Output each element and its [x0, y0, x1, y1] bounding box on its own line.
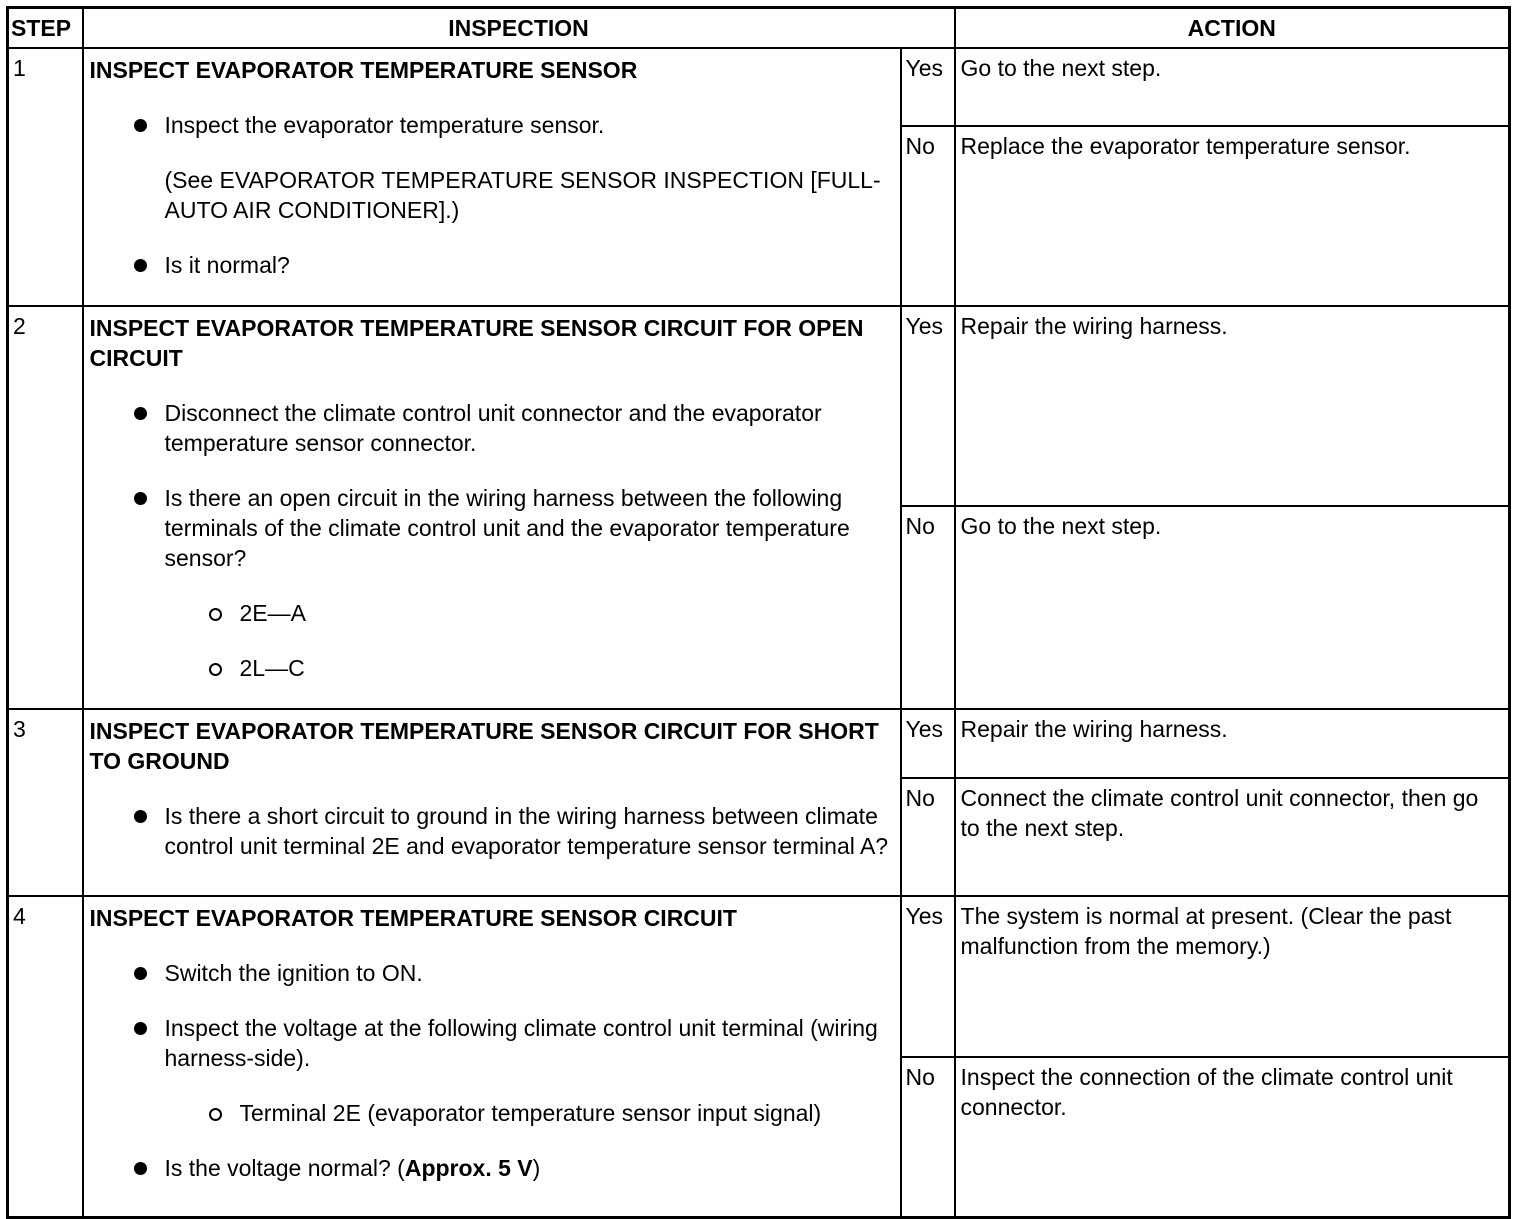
step-number: 1	[8, 48, 83, 306]
header-inspection: INSPECTION	[83, 8, 955, 49]
no-label: No	[901, 126, 955, 306]
header-row	[8, 8, 1510, 49]
step-4-yes-row	[8, 896, 1510, 1057]
step-title: INSPECT EVAPORATOR TEMPERATURE SENSOR CIRCUIT FOR SHORT TO GROUND	[89, 718, 879, 774]
yes-action: Repair the wiring harness.	[955, 306, 1510, 506]
step-number: 2	[8, 306, 83, 709]
terminal-subbullet: 2E—A	[90, 598, 894, 628]
step-title: INSPECT EVAPORATOR TEMPERATURE SENSOR CIRCUIT FOR OPEN CIRCUIT	[89, 315, 864, 371]
step-3-yes-row	[8, 709, 1510, 778]
no-label: No	[901, 778, 955, 896]
inspection-bullet	[90, 1153, 894, 1183]
step-number: 4	[8, 896, 83, 1217]
step-inspection	[83, 48, 901, 306]
inspection-list	[90, 801, 894, 861]
terminal-subbullet: 2L—C	[90, 653, 894, 683]
step-inspection	[83, 306, 901, 709]
step-inspection	[83, 896, 901, 1217]
inspection-note: (See EVAPORATOR TEMPERATURE SENSOR INSPECTION [FULL-AUTO AIR CONDITIONER].)	[164, 167, 881, 223]
inspection-list	[90, 110, 894, 280]
no-action: Inspect the connection of the climate control unit connector.	[955, 1057, 1510, 1217]
step-number: 3	[8, 709, 83, 896]
yes-action: Go to the next step.	[955, 48, 1510, 126]
no-label: No	[901, 1057, 955, 1217]
step-inspection	[83, 709, 901, 896]
yes-label: Yes	[901, 306, 955, 506]
no-action: Connect the climate control unit connector, then go to the next step.	[955, 778, 1510, 896]
step-title: INSPECT EVAPORATOR TEMPERATURE SENSOR	[89, 57, 638, 83]
voltage-close: )	[532, 1155, 541, 1181]
no-action: Go to the next step.	[955, 506, 1510, 709]
yes-action: Repair the wiring harness.	[955, 709, 1510, 778]
yes-label: Yes	[901, 48, 955, 126]
inspection-bullet: Is there a short circuit to ground in the wiring harness between climate control unit terminal 2E and evaporator temperature sensor terminal A?	[90, 801, 894, 861]
no-action: Replace the evaporator temperature sensor.	[955, 126, 1510, 306]
inspection-bullet: Is it normal?	[90, 250, 894, 280]
step-1-yes-row	[8, 48, 1510, 126]
no-label: No	[901, 506, 955, 709]
yes-action: The system is normal at present. (Clear the past malfunction from the memory.)	[955, 896, 1510, 1057]
terminal-subbullet: Terminal 2E (evaporator temperature sensor input signal)	[90, 1098, 894, 1128]
step-title: INSPECT EVAPORATOR TEMPERATURE SENSOR CIRCUIT	[89, 905, 737, 931]
header-step: STEP	[8, 8, 83, 49]
yes-label: Yes	[901, 709, 955, 778]
inspection-list	[90, 958, 894, 1183]
header-action: ACTION	[955, 8, 1510, 49]
inspection-bullet: Switch the ignition to ON.	[90, 958, 894, 988]
voltage-question: Is the voltage normal? (	[164, 1155, 405, 1181]
voltage-spec: Approx. 5 V	[404, 1155, 533, 1181]
diagnostic-table	[6, 6, 1511, 1219]
inspection-bullet: Is there an open circuit in the wiring harness between the following terminals of the climate control unit and the evaporator temperature sensor?	[90, 483, 894, 573]
step-2-yes-row	[8, 306, 1510, 506]
inspection-bullet: Inspect the voltage at the following climate control unit terminal (wiring harness-side).	[90, 1013, 894, 1073]
inspection-list	[90, 398, 894, 683]
inspection-bullet: Inspect the evaporator temperature sensor.	[90, 110, 894, 140]
inspection-bullet: Disconnect the climate control unit connector and the evaporator temperature sensor connector.	[90, 398, 894, 458]
yes-label: Yes	[901, 896, 955, 1057]
